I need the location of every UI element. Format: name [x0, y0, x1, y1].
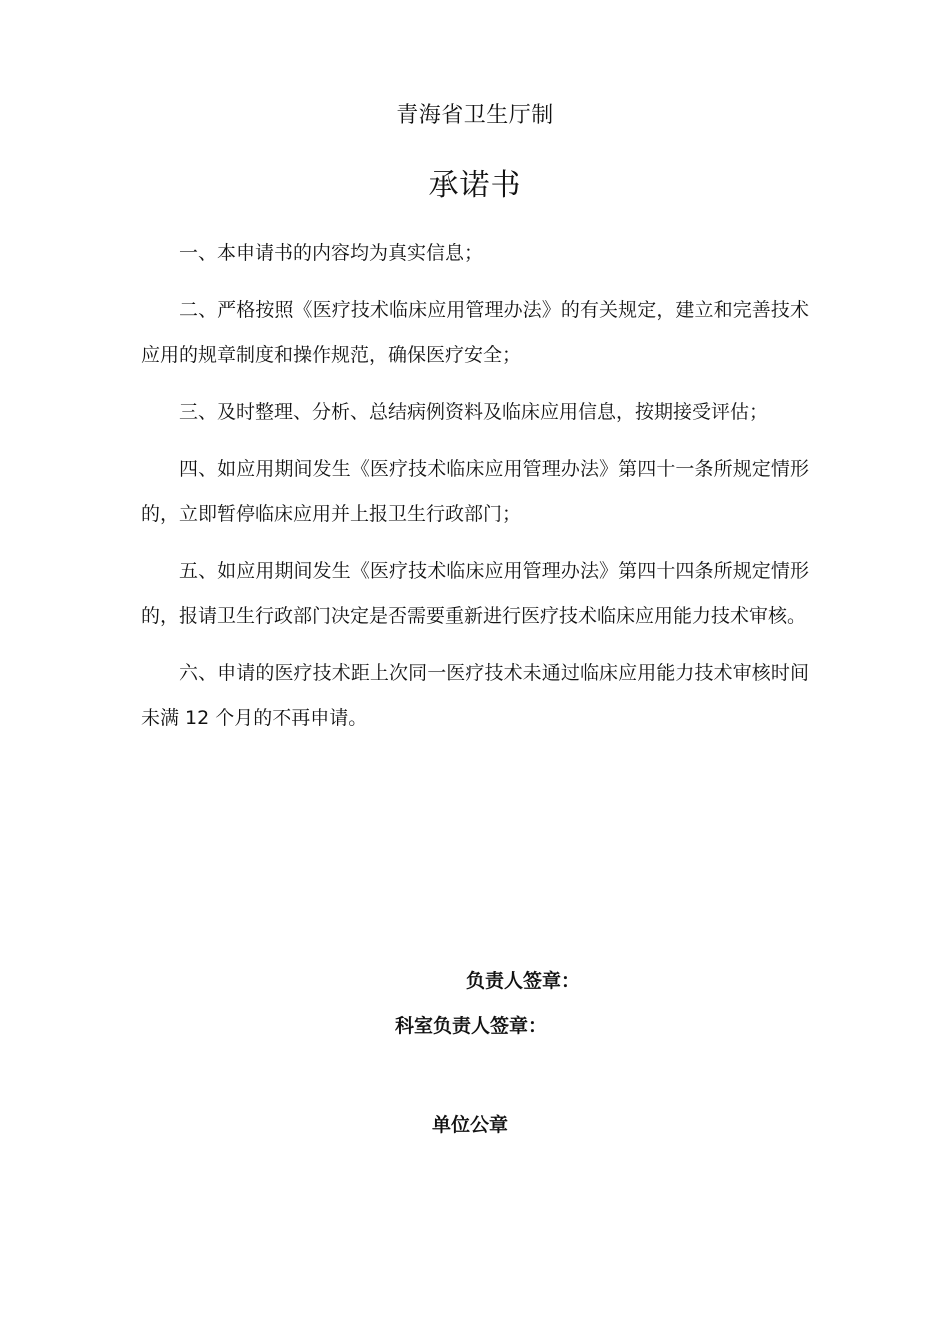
- department-leader-signature-label: 科室负责人签章：: [395, 1015, 548, 1037]
- clause-4: 四、如应用期间发生《医疗技术临床应用管理办法》第四十一条所规定情形的，立即暂停临床应用并上报卫生行政部门；: [141, 458, 809, 525]
- issuer-line: 青海省卫生厅制: [396, 103, 554, 128]
- unit-seal-label: 单位公章: [432, 1114, 509, 1136]
- clause-list: [141, 231, 809, 753]
- document-title: 承诺书: [428, 168, 522, 203]
- clause-3: 三、及时整理、分析、总结病例资料及临床应用信息，按期接受评估；: [179, 401, 769, 423]
- leader-signature-label: 负责人签章：: [466, 970, 581, 992]
- clause-5: 五、如应用期间发生《医疗技术临床应用管理办法》第四十四条所规定情形的，报请卫生行政部门决定是否需要重新进行医疗技术临床应用能力技术审核。: [141, 560, 809, 627]
- clause-6: 六、申请的医疗技术距上次同一医疗技术未通过临床应用能力技术审核时间未满 12 个月的不再申请。: [141, 662, 809, 729]
- clause-1: 一、本申请书的内容均为真实信息；: [179, 242, 484, 264]
- clause-2: 二、严格按照《医疗技术临床应用管理办法》的有关规定，建立和完善技术应用的规章制度和操作规范，确保医疗安全；: [141, 299, 809, 366]
